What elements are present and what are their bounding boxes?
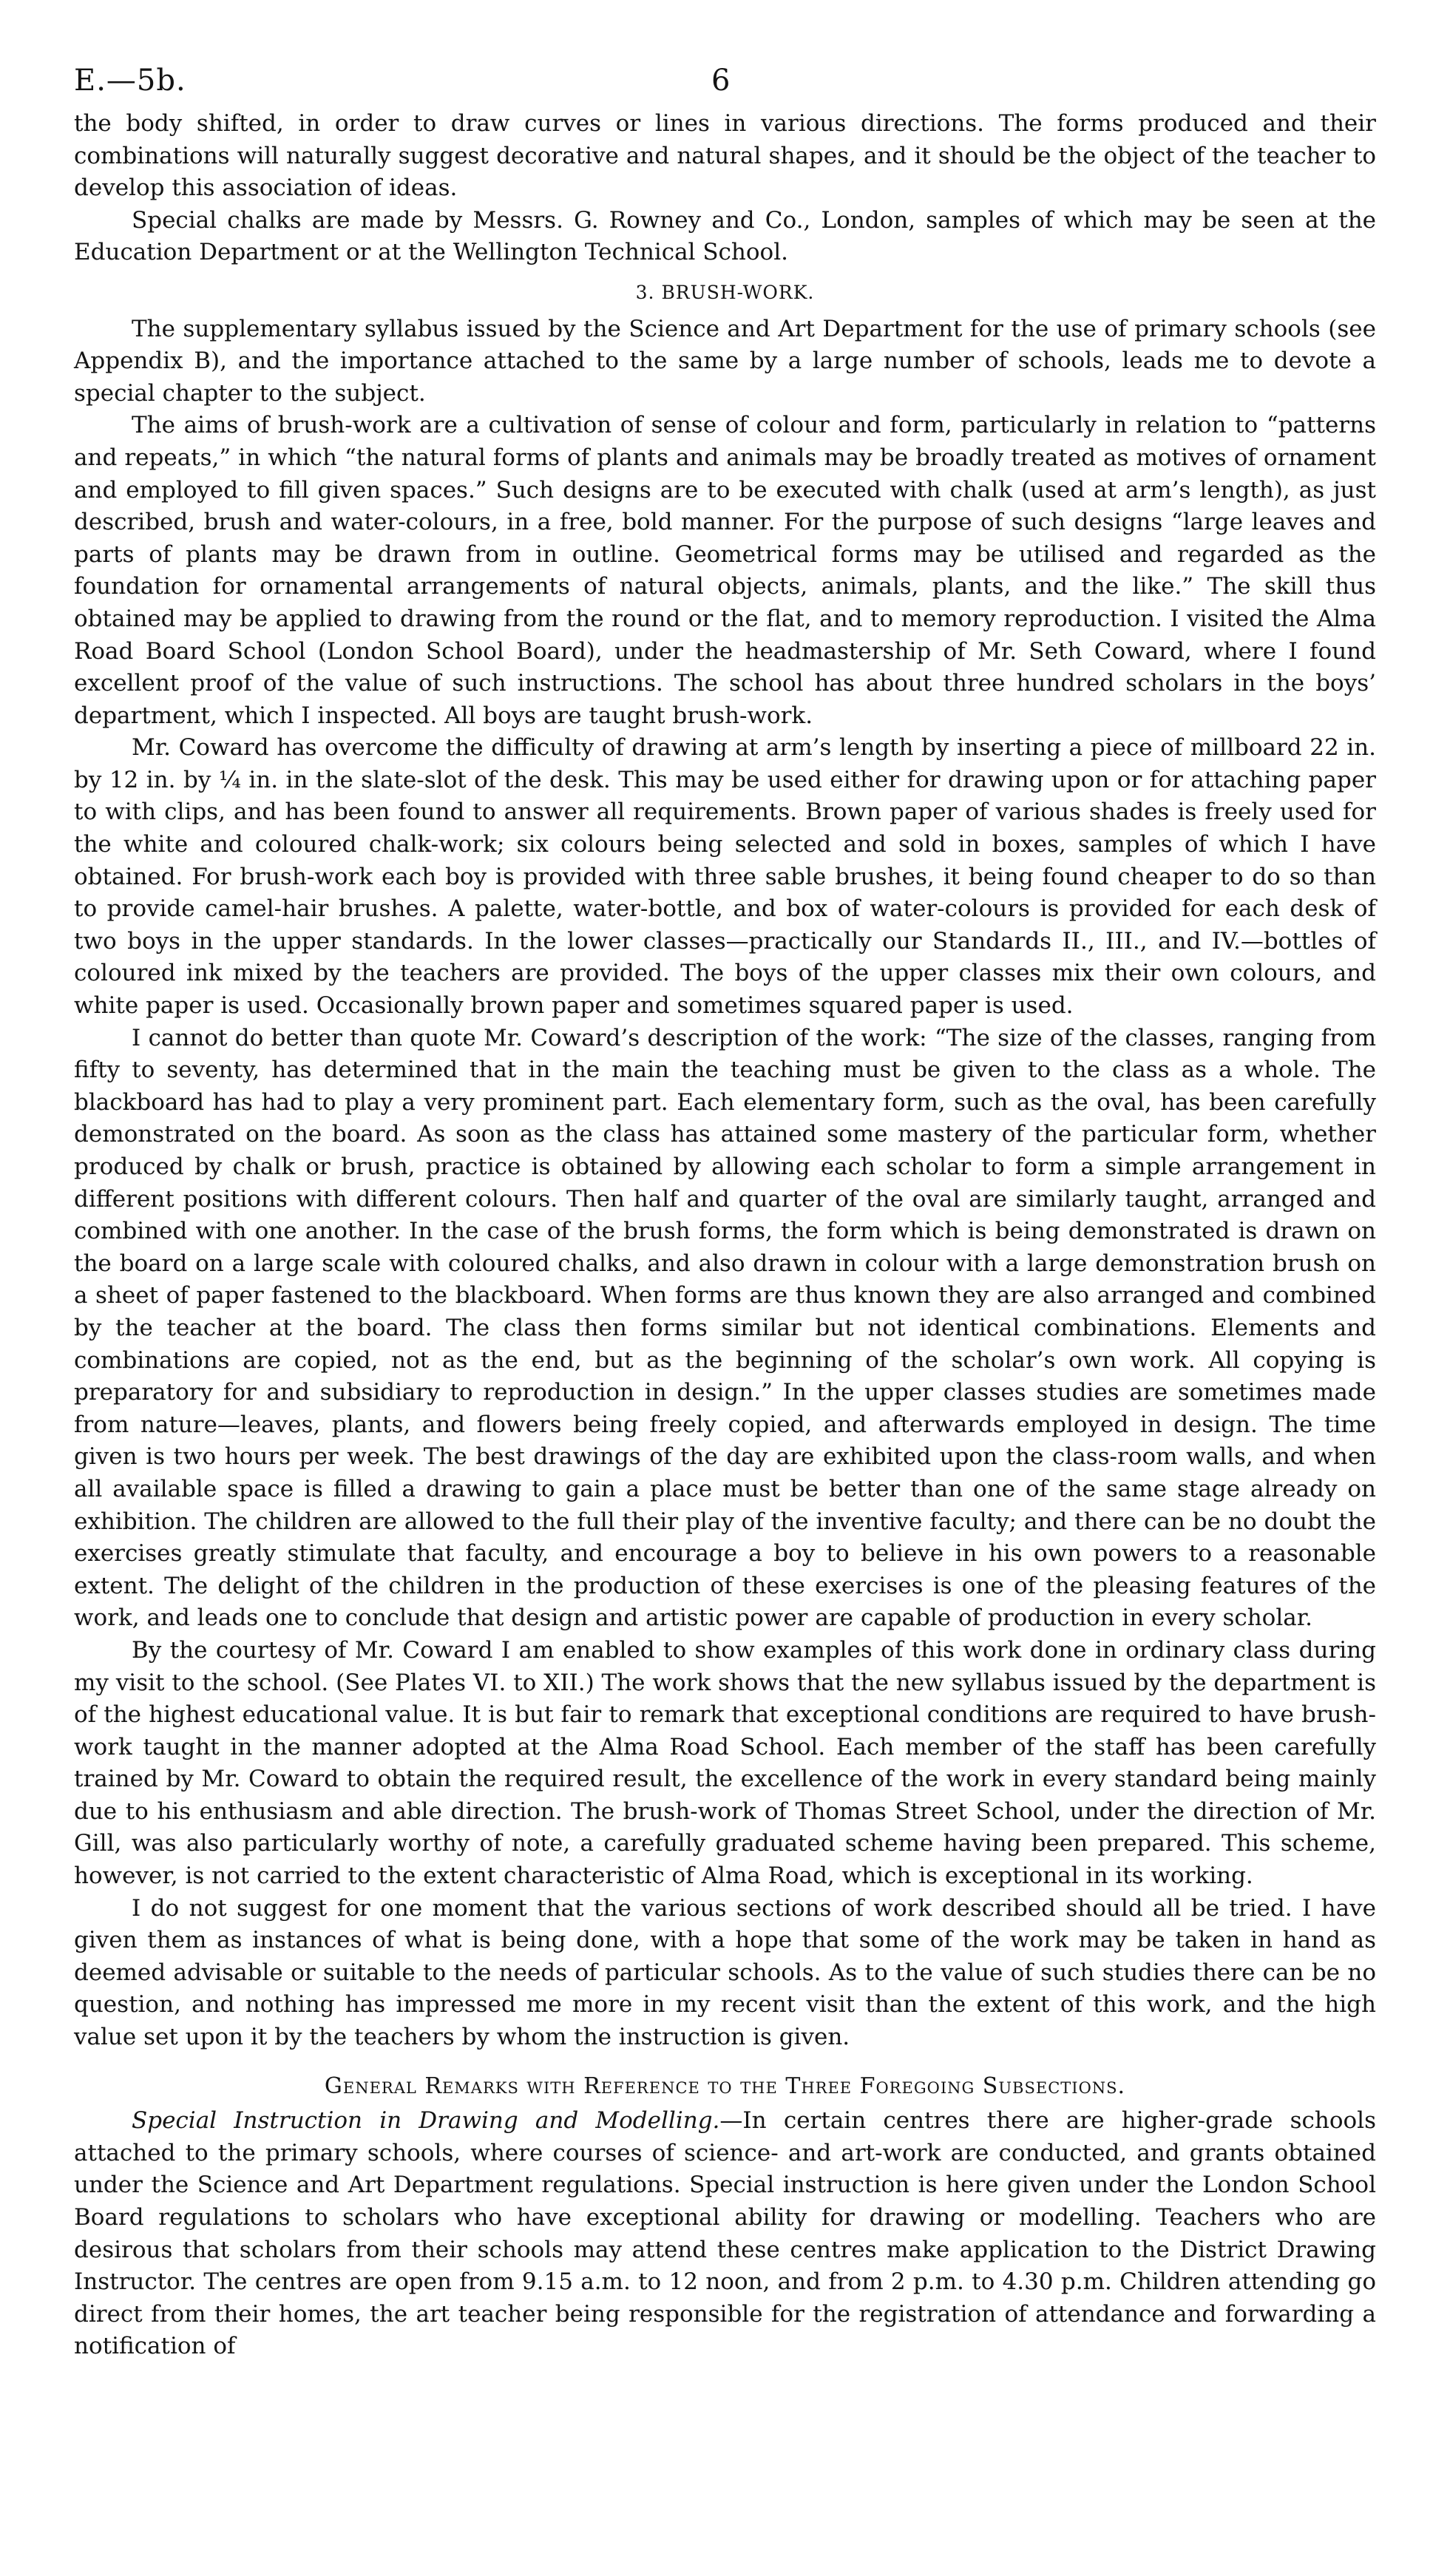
paragraph-coward-quote: I cannot do better than quote Mr. Coward’s description of the work: “The size of the classes, ranging from fifty to seventy, has determined that in the main the teaching must be given to the class as a whole. The blackboard has had to play a very prominent part. Each elementary form, such as the oval, has been carefully demonstrated on the board. As soon as the class has attained some mastery of the particular form, whether produced by chalk or brush, practice is obtained by allowing each scholar to form a simple arrangement in different positions with different colours. Then half and quarter of the oval are similarly taught, arranged and combined with one another. In the case of the brush forms, the form which is being demonstrated is drawn on the board on a large scale with coloured chalks, and also drawn in colour with a large demonstration brush on a sheet of paper fastened to the blackboard. When forms are thus known they are also arranged and combined by the teacher at the board. The class then forms similar but not identical combinations. Elements and combinations are copied, not as the end, but as the beginning of the scholar’s own work. All copying is preparatory for and subsidiary to reproduction in design.” In the upper classes studies are sometimes made from nature—leaves, plants, and flowers being freely copied, and afterwards employed in design. The time given is two hours per week. The best drawings of the day are exhibited upon the class-room walls, and when all available space is filled a drawing to gain a place must be better than one of the same stage already on exhibition. The children are allowed to the full their play of the inventive faculty; and there can be no doubt the exercises greatly stimulate that faculty, and encourage a boy to believe in his own powers to a reasonable extent. The delight of the children in the production of these exercises is one of the pleasing features of the work, and leads one to conclude that design and artistic power are capable of production in every scholar. bbox=[74, 1024, 1376, 1632]
paragraph-aims: The aims of brush-work are a cultivation of sense of colour and form, particularly in relation to “patterns and repeats,” in which “the natural forms of plants and animals may be broadly treated as motives of ornament and employed to fill given spaces.” Such designs are to be executed with chalk (used at arm’s length), as just described, brush and water-colours, in a free, bold manner. For the purpose of such designs “large leaves and parts of plants may be drawn from in outline. Geometrical forms may be utilised and regarded as the foundation for ornamental arrangements of natural objects, animals, plants, and the like.” The skill thus obtained may be applied to drawing from the round or the flat, and to memory reproduction. I visited the Alma Road Board School (London School Board), under the headmastership of Mr. Seth Coward, where I found excellent proof of the value of such instructions. The school has about three hundred scholars in the boys’ department, which I inspected. All boys are taught brush-work. bbox=[74, 412, 1376, 729]
paragraph-millboard: Mr. Coward has overcome the difficulty of drawing at arm’s length by inserting a piece of millboard 22 in. by 12 in. by ¼ in. in the slate-slot of the desk. This may be used either for drawing upon or for attaching paper to with clips, and has been found to answer all requirements. Brown paper of various shades is freely used for the white and coloured chalk-work; six colours being selected and sold in boxes, samples of which I have obtained. For brush-work each boy is provided with three sable brushes, it being found cheaper to do so than to provide camel-hair brushes. A palette, water-bottle, and box of water-colours is provided for each desk of two boys in the upper standards. In the lower classes—practically our Standards II., III., and IV.—bottles of coloured ink mixed by the teachers are provided. The boys of the upper classes mix their own colours, and white paper is used. Occasionally brown paper and sometimes squared paper is used. bbox=[74, 734, 1376, 1020]
section-heading-brush-work: 3. BRUSH-WORK. bbox=[635, 281, 815, 303]
paragraph-syllabus: The supplementary syllabus issued by the Science and Art Department for the use of primary schools (see Appendix B), and the importance attached to the same by a large number of schools, leads me to devote a special chapter to the subject. bbox=[74, 315, 1376, 407]
running-header bbox=[74, 49, 1376, 108]
paragraph-courtesy: By the courtesy of Mr. Coward I am enabled to show examples of this work done in ordinary class during my visit to the school. (See Plates VI. to XII.) The work shows that the new syllabus issued by the department is of the highest educational value. It is but fair to remark that exceptional conditions are required to have brush-work taught in the manner adopted at the Alma Road School. Each member of the staff has been carefully trained by Mr. Coward to obtain the required result, the excellence of the work in every standard being mainly due to his enthusiasm and able direction. The brush-work of Thomas Street School, under the direction of Mr. Gill, was also particularly worthy of note, a carefully graduated scheme having been prepared. This scheme, however, is not carried to the extent characteristic of Alma Road, which is exceptional in its working. bbox=[74, 1636, 1376, 1890]
paragraph-suggestion: I do not suggest for one moment that the various sections of work described should all be tried. I have given them as instances of what is being done, with a hope that some of the work may be taken in hand as deemed advisable or suitable to the needs of particular schools. As to the value of such studies there can be no question, and nothing has impressed me more in my recent visit than the extent of this work, and the high value set upon it by the teachers by whom the instruction is given. bbox=[74, 1894, 1376, 2051]
page-number: 6 bbox=[711, 64, 731, 98]
paragraph-continuation: the body shifted, in order to draw curves or lines in various directions. The forms produced and their combinations will naturally suggest decorative and natural shapes, and it should be the object of the teacher to develop this association of ideas. bbox=[74, 110, 1376, 202]
paragraph-special-chalks: Special chalks are made by Messrs. G. Rowney and Co., London, samples of which may be seen at the Education Department or at the Wellington Technical School. bbox=[74, 206, 1376, 266]
body-text bbox=[74, 108, 1376, 2363]
general-remarks-heading: General Remarks with Reference to the Three Foregoing Subsections. bbox=[324, 2072, 1126, 2099]
paragraph-special-instruction-text: —In certain centres there are higher-grade schools attached to the primary schools, where courses of science- and art-work are conducted, and grants obtained under the Science and Art Department regulations. Special instruction is here given under the London School Board regulations to scholars who have exceptional ability for drawing or modelling. Teachers who are desirous that scholars from their schools may attend these centres make application to the District Drawing Instructor. The centres are open from 9.15 a.m. to 12 noon, and from 2 p.m. to 4.30 p.m. Children attending go direct from their homes, the art teacher being responsible for the registration of attendance and forwarding a notification of bbox=[74, 2107, 1377, 2360]
document-reference: E.—5b. bbox=[74, 64, 186, 98]
paragraph-special-instruction bbox=[74, 2105, 1376, 2363]
paragraph-subhead: Special Instruction in Drawing and Modelling. bbox=[132, 2107, 720, 2135]
